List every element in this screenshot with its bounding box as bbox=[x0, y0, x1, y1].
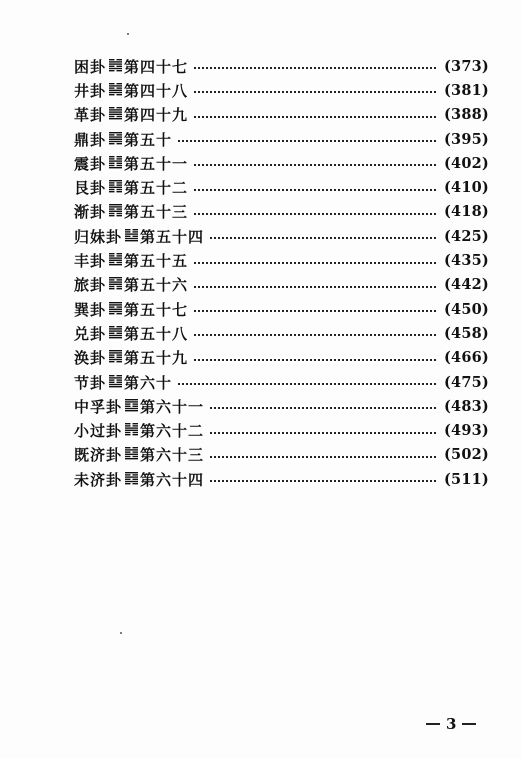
toc-entry-page: (388) bbox=[444, 106, 489, 124]
toc-entry-title: 小过卦 bbox=[74, 422, 123, 441]
hexagram-icon bbox=[109, 107, 122, 120]
toc-entry bbox=[74, 175, 489, 199]
hexagram-icon bbox=[125, 447, 138, 460]
toc-dot-leader bbox=[194, 67, 436, 69]
toc-entry bbox=[74, 200, 489, 224]
toc-dot-leader bbox=[210, 432, 436, 434]
toc-entry-page: (466) bbox=[444, 349, 489, 367]
hexagram-icon bbox=[109, 156, 122, 169]
toc-entry-title: 渐卦 bbox=[74, 203, 107, 222]
toc-entry-number: 第六十 bbox=[124, 373, 173, 392]
toc-entry-title: 未济卦 bbox=[74, 470, 123, 489]
page-number-dash-left bbox=[426, 723, 440, 725]
page-number-value: 3 bbox=[446, 715, 457, 733]
hexagram-icon bbox=[109, 350, 122, 363]
toc-dot-leader bbox=[178, 383, 436, 385]
toc-entry-number: 第五十六 bbox=[124, 276, 189, 295]
toc-entry bbox=[74, 418, 489, 442]
toc-entry bbox=[74, 346, 489, 370]
toc-entry-page: (475) bbox=[444, 373, 489, 391]
toc-entry bbox=[74, 127, 489, 151]
toc-entry-page: (502) bbox=[444, 446, 489, 464]
toc-entry bbox=[74, 321, 489, 345]
toc-entry bbox=[74, 467, 489, 491]
toc-entry-page: (418) bbox=[444, 203, 489, 221]
toc-entry-page: (381) bbox=[444, 81, 489, 99]
toc-entry-title: 兑卦 bbox=[74, 324, 107, 343]
toc-entry-number: 第五十二 bbox=[124, 179, 189, 198]
hexagram-icon bbox=[109, 204, 122, 217]
hexagram-icon bbox=[109, 83, 122, 96]
toc-entry bbox=[74, 443, 489, 467]
toc-entry-title: 艮卦 bbox=[74, 179, 107, 198]
toc-entry-page: (511) bbox=[444, 470, 489, 488]
toc-entry bbox=[74, 103, 489, 127]
scan-speck bbox=[120, 632, 122, 634]
toc-dot-leader bbox=[194, 91, 436, 93]
toc-entry-page: (435) bbox=[444, 252, 489, 270]
toc-dot-leader bbox=[194, 359, 436, 361]
toc-entry bbox=[74, 297, 489, 321]
toc-entry bbox=[74, 370, 489, 394]
toc-dot-leader bbox=[194, 189, 436, 191]
toc-entry-title: 归妹卦 bbox=[74, 227, 123, 246]
hexagram-icon bbox=[125, 423, 138, 436]
toc-entry bbox=[74, 224, 489, 248]
hexagram-icon bbox=[109, 180, 122, 193]
toc-entry-number: 第五十四 bbox=[140, 227, 205, 246]
hexagram-icon bbox=[125, 229, 138, 242]
toc-dot-leader bbox=[194, 116, 436, 118]
toc-entry-page: (410) bbox=[444, 179, 489, 197]
toc-entry-title: 涣卦 bbox=[74, 349, 107, 368]
toc-entry-page: (450) bbox=[444, 300, 489, 318]
page-number-dash-right bbox=[462, 723, 476, 725]
toc-entry bbox=[74, 248, 489, 272]
hexagram-icon bbox=[109, 375, 122, 388]
toc-dot-leader bbox=[178, 140, 436, 142]
toc-entry-number: 第四十八 bbox=[124, 81, 189, 100]
toc-entry-title: 困卦 bbox=[74, 57, 107, 76]
toc-entry-title: 井卦 bbox=[74, 81, 107, 100]
toc-dot-leader bbox=[210, 480, 436, 482]
toc-entry-number: 第四十七 bbox=[124, 57, 189, 76]
toc-entry-page: (483) bbox=[444, 397, 489, 415]
toc-entry-number: 第五十九 bbox=[124, 349, 189, 368]
toc-entry-number: 第六十二 bbox=[140, 422, 205, 441]
toc-entry-number: 第五十七 bbox=[124, 300, 189, 319]
toc-entry-title: 中孚卦 bbox=[74, 397, 123, 416]
toc-entry-page: (402) bbox=[444, 154, 489, 172]
toc-entry-number: 第五十 bbox=[124, 130, 173, 149]
toc-entry-number: 第四十九 bbox=[124, 106, 189, 125]
toc-dot-leader bbox=[194, 164, 436, 166]
table-of-contents bbox=[74, 54, 489, 491]
toc-entry-number: 第五十三 bbox=[124, 203, 189, 222]
toc-entry-title: 震卦 bbox=[74, 154, 107, 173]
toc-entry bbox=[74, 273, 489, 297]
toc-entry-title: 既济卦 bbox=[74, 446, 123, 465]
toc-dot-leader bbox=[194, 334, 436, 336]
toc-entry bbox=[74, 394, 489, 418]
toc-entry-title: 丰卦 bbox=[74, 252, 107, 271]
toc-entry-title: 鼎卦 bbox=[74, 130, 107, 149]
toc-entry-page: (425) bbox=[444, 227, 489, 245]
toc-dot-leader bbox=[210, 456, 436, 458]
toc-entry-number: 第六十三 bbox=[140, 446, 205, 465]
toc-entry-title: 旅卦 bbox=[74, 276, 107, 295]
toc-entry bbox=[74, 54, 489, 78]
toc-entry-number: 第五十五 bbox=[124, 252, 189, 271]
toc-dot-leader bbox=[210, 237, 436, 239]
scan-speck bbox=[127, 33, 129, 35]
toc-entry-page: (395) bbox=[444, 130, 489, 148]
toc-dot-leader bbox=[194, 310, 436, 312]
toc-entry-title: 革卦 bbox=[74, 106, 107, 125]
toc-entry-title: 巽卦 bbox=[74, 300, 107, 319]
toc-entry-number: 第六十一 bbox=[140, 397, 205, 416]
page-number bbox=[420, 715, 482, 733]
toc-entry-number: 第五十八 bbox=[124, 324, 189, 343]
toc-dot-leader bbox=[194, 286, 436, 288]
hexagram-icon bbox=[109, 302, 122, 315]
toc-entry bbox=[74, 78, 489, 102]
hexagram-icon bbox=[109, 253, 122, 266]
toc-entry-page: (458) bbox=[444, 324, 489, 342]
hexagram-icon bbox=[109, 326, 122, 339]
toc-dot-leader bbox=[194, 213, 436, 215]
toc-entry-number: 第六十四 bbox=[140, 470, 205, 489]
toc-entry-page: (493) bbox=[444, 422, 489, 440]
toc-entry bbox=[74, 151, 489, 175]
toc-entry-number: 第五十一 bbox=[124, 154, 189, 173]
toc-dot-leader bbox=[194, 262, 436, 264]
toc-entry-title: 节卦 bbox=[74, 373, 107, 392]
hexagram-icon bbox=[125, 472, 138, 485]
hexagram-icon bbox=[109, 132, 122, 145]
hexagram-icon bbox=[125, 399, 138, 412]
toc-entry-page: (442) bbox=[444, 276, 489, 294]
hexagram-icon bbox=[109, 59, 122, 72]
toc-entry-page: (373) bbox=[444, 57, 489, 75]
hexagram-icon bbox=[109, 277, 122, 290]
toc-dot-leader bbox=[210, 407, 436, 409]
